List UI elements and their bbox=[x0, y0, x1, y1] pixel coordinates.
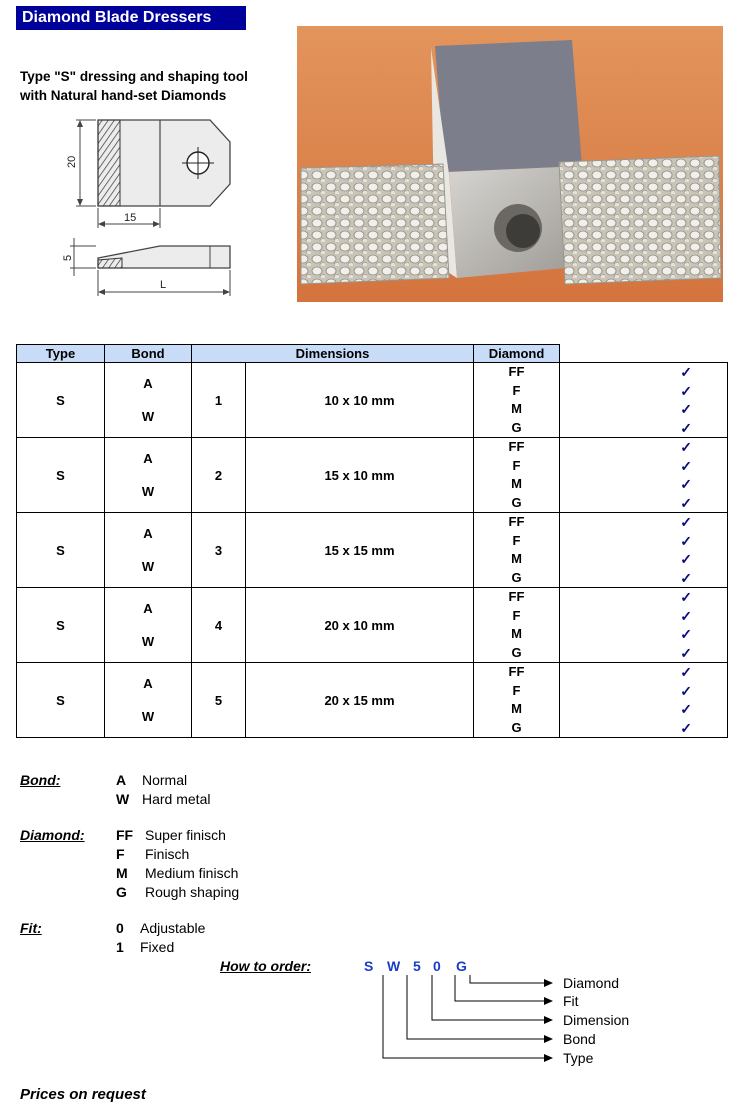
cell-dimension-size: 15 x 15 mm bbox=[246, 513, 474, 588]
legend-bond-code-w: W bbox=[116, 791, 130, 807]
cell-bond bbox=[105, 438, 192, 513]
cell-bond bbox=[105, 588, 192, 663]
legend-fit-text-1: Fixed bbox=[140, 939, 175, 955]
check-icon: ✓ bbox=[680, 364, 692, 380]
cell-dimension-number: 4 bbox=[192, 588, 246, 663]
legend-diamond-code-g: G bbox=[116, 884, 127, 900]
cell-diamond-grades bbox=[474, 513, 560, 588]
check-icon: ✓ bbox=[680, 514, 692, 530]
order-label-type: Type bbox=[563, 1050, 594, 1066]
legend-diamond-text-f: Finisch bbox=[145, 846, 190, 862]
legend-diamond-code-m: M bbox=[116, 865, 128, 881]
cell-checks bbox=[560, 588, 728, 663]
cell-type: S bbox=[17, 513, 105, 588]
diamond-grade: FF bbox=[508, 439, 525, 454]
check-icon: ✓ bbox=[680, 494, 692, 511]
legend-diamond-text-g: Rough shaping bbox=[145, 884, 240, 900]
check-icon: ✓ bbox=[680, 419, 692, 436]
cell-dimension-number: 5 bbox=[192, 663, 246, 738]
legend-bond-text-w: Hard metal bbox=[142, 791, 211, 807]
diamond-grade: F bbox=[512, 382, 521, 398]
diamond-grade: F bbox=[512, 682, 521, 698]
order-code-w: W bbox=[387, 958, 401, 974]
diamond-grade: FF bbox=[508, 364, 525, 379]
check-icon: ✓ bbox=[680, 589, 692, 605]
diamond-grade: G bbox=[511, 644, 522, 660]
legend-bond-heading: Bond: bbox=[20, 772, 61, 788]
legend-fit-code-0: 0 bbox=[116, 920, 124, 936]
cell-dimension-size: 20 x 10 mm bbox=[246, 588, 474, 663]
legend-bond-text-a: Normal bbox=[142, 772, 188, 788]
bond-a: A bbox=[143, 601, 153, 616]
legend-fit-code-1: 1 bbox=[116, 939, 124, 955]
order-code-0: 0 bbox=[433, 958, 441, 974]
legend-bond-code-a: A bbox=[116, 772, 127, 788]
cell-bond bbox=[105, 663, 192, 738]
diamond-grade: F bbox=[512, 607, 521, 623]
check-icon: ✓ bbox=[680, 701, 692, 717]
diamond-grade: G bbox=[511, 494, 522, 510]
how-to-order-heading: How to order: bbox=[220, 958, 311, 974]
bond-a: A bbox=[143, 526, 153, 541]
check-icon: ✓ bbox=[680, 551, 692, 567]
check-icon: ✓ bbox=[680, 532, 692, 549]
technical-drawing bbox=[60, 110, 240, 300]
diamond-grade: M bbox=[511, 626, 522, 641]
order-code-5: 5 bbox=[413, 958, 421, 974]
order-label-diamond: Diamond bbox=[563, 975, 620, 991]
check-icon: ✓ bbox=[680, 682, 692, 699]
table-row bbox=[17, 588, 728, 663]
cell-dimension-number: 1 bbox=[192, 363, 246, 438]
diamond-grade: G bbox=[511, 569, 522, 585]
cell-dimension-size: 10 x 10 mm bbox=[246, 363, 474, 438]
diamond-grade: M bbox=[511, 476, 522, 491]
cell-bond bbox=[105, 513, 192, 588]
check-icon: ✓ bbox=[680, 382, 692, 399]
cell-dimension-size: 20 x 15 mm bbox=[246, 663, 474, 738]
check-icon: ✓ bbox=[680, 607, 692, 624]
legend-fit-text-0: Adjustable bbox=[140, 920, 206, 936]
order-label-fit: Fit bbox=[563, 993, 579, 1009]
check-icon: ✓ bbox=[680, 719, 692, 736]
legend-fit-heading: Fit: bbox=[20, 920, 42, 936]
cell-checks bbox=[560, 513, 728, 588]
dim-length-label: L bbox=[160, 279, 167, 291]
bond-w: W bbox=[141, 559, 155, 574]
check-icon: ✓ bbox=[680, 476, 692, 492]
cell-checks bbox=[560, 438, 728, 513]
legend-diamond-text-ff: Super finisch bbox=[145, 827, 226, 843]
cell-type: S bbox=[17, 363, 105, 438]
cell-diamond-grades bbox=[474, 663, 560, 738]
dim-thickness-label: 5 bbox=[62, 254, 74, 261]
diamond-grade: M bbox=[511, 701, 522, 716]
cell-dimension-number: 2 bbox=[192, 438, 246, 513]
order-label-bond: Bond bbox=[563, 1031, 596, 1047]
diamond-grade: M bbox=[511, 551, 522, 566]
diamond-grade: G bbox=[511, 719, 522, 735]
cell-diamond-grades bbox=[474, 588, 560, 663]
bond-a: A bbox=[143, 451, 153, 466]
table-row bbox=[17, 663, 728, 738]
cell-bond bbox=[105, 363, 192, 438]
order-code-s: S bbox=[364, 958, 374, 974]
check-icon: ✓ bbox=[680, 644, 692, 661]
cell-diamond-grades bbox=[474, 438, 560, 513]
bond-w: W bbox=[141, 634, 155, 649]
cell-diamond-grades bbox=[474, 363, 560, 438]
check-icon: ✓ bbox=[680, 401, 692, 417]
legend-diamond-heading: Diamond: bbox=[20, 827, 85, 843]
cell-dimension-size: 15 x 10 mm bbox=[246, 438, 474, 513]
legend-diamond-code-ff: FF bbox=[116, 827, 134, 843]
diamond-grade: F bbox=[512, 532, 521, 548]
diamond-grade: FF bbox=[508, 664, 525, 679]
cell-dimension-number: 3 bbox=[192, 513, 246, 588]
bond-a: A bbox=[143, 676, 153, 691]
cell-checks bbox=[560, 663, 728, 738]
header-type: Type bbox=[17, 345, 105, 363]
cell-type: S bbox=[17, 438, 105, 513]
header-bond: Bond bbox=[105, 345, 192, 363]
bond-w: W bbox=[141, 709, 155, 724]
diamond-grade: FF bbox=[508, 589, 525, 604]
diamond-grade: FF bbox=[508, 514, 525, 529]
order-code-diagram bbox=[340, 955, 660, 1073]
product-photo bbox=[297, 26, 723, 302]
table-row bbox=[17, 438, 728, 513]
check-icon: ✓ bbox=[680, 439, 692, 455]
header-dimensions: Dimensions bbox=[192, 345, 474, 363]
check-icon: ✓ bbox=[680, 626, 692, 642]
legend-diamond-code-f: F bbox=[116, 846, 125, 862]
dim-height-label: 20 bbox=[66, 155, 78, 168]
diamond-grade: M bbox=[511, 401, 522, 416]
cell-type: S bbox=[17, 588, 105, 663]
subtitle-line-2: with Natural hand-set Diamonds bbox=[20, 88, 227, 103]
table-row bbox=[17, 363, 728, 438]
page-title: Diamond Blade Dressers bbox=[16, 6, 246, 30]
order-label-dimension: Dimension bbox=[563, 1012, 630, 1028]
bond-a: A bbox=[143, 376, 153, 391]
bond-w: W bbox=[141, 409, 155, 424]
legend-diamond-text-m: Medium finisch bbox=[145, 865, 239, 881]
product-subtitle bbox=[20, 67, 248, 105]
order-code-g: G bbox=[456, 958, 467, 974]
check-icon: ✓ bbox=[680, 569, 692, 586]
table-row bbox=[17, 513, 728, 588]
bond-w: W bbox=[141, 484, 155, 499]
diamond-grade: G bbox=[511, 419, 522, 435]
check-icon: ✓ bbox=[680, 457, 692, 474]
header-diamond: Diamond bbox=[474, 345, 560, 363]
cell-type: S bbox=[17, 663, 105, 738]
cell-checks bbox=[560, 363, 728, 438]
header-blank bbox=[560, 345, 728, 363]
diamond-grade: F bbox=[512, 457, 521, 473]
specification-table bbox=[16, 344, 728, 738]
check-icon: ✓ bbox=[680, 664, 692, 680]
subtitle-line-1: Type "S" dressing and shaping tool bbox=[20, 69, 248, 84]
dim-width-label: 15 bbox=[124, 212, 137, 224]
prices-note: Prices on request bbox=[20, 1086, 146, 1103]
